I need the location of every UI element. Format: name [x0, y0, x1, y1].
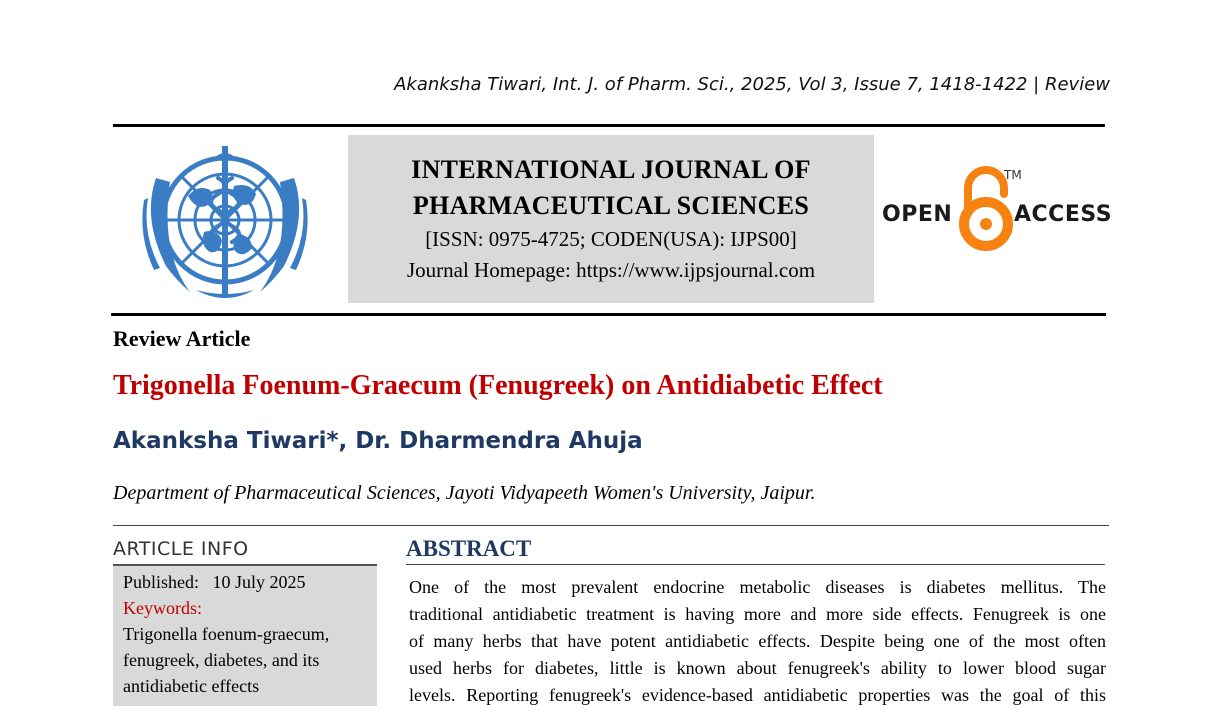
keywords-line: antidiabetic effects	[123, 676, 260, 696]
article-info-heading: ARTICLE INFO	[113, 538, 249, 560]
abstract-heading: ABSTRACT	[406, 536, 532, 561]
abstract-line: of many herbs that have potent antidiabetic effects. Despite being one of the most often	[409, 631, 1106, 651]
top-rule	[113, 124, 1105, 127]
keywords-line: fenugreek, diabetes, and its	[123, 650, 320, 670]
journal-title-line1: INTERNATIONAL JOURNAL OF	[411, 155, 811, 184]
abstract-line: used herbs for diabetes, little is known about fenugreek's ability to lower blood sugar	[409, 658, 1106, 678]
trademark-mark: TM	[1004, 168, 1022, 182]
keywords-line: Trigonella foenum-graecum,	[123, 624, 330, 644]
abstract-line: traditional antidiabetic treatment is having more and more side effects. Fenugreek is one	[409, 604, 1106, 624]
open-access-logo	[880, 166, 1113, 252]
journal-issn: [ISSN: 0975-4725; CODEN(USA): IJPS00]	[425, 227, 797, 251]
published-date: 10 July 2025	[212, 572, 306, 592]
journal-title-line2: PHARMACEUTICAL SCIENCES	[412, 191, 810, 220]
section-divider	[113, 525, 1109, 526]
article-info-box	[113, 566, 377, 706]
masthead-bottom-rule	[111, 313, 1106, 316]
un-emblem-icon	[126, 138, 324, 306]
open-access-right-text: ACCESS	[1014, 202, 1113, 227]
abstract-line: One of the most prevalent endocrine metabolic diseases is diabetes mellitus. The	[409, 577, 1106, 597]
abstract-line: levels. Reporting fenugreek's evidence-based antidiabetic properties was the goal of this	[409, 685, 1106, 705]
journal-masthead	[348, 135, 874, 303]
published-label: Published:	[123, 572, 200, 592]
keywords-label: Keywords:	[123, 598, 202, 618]
paper-authors: Akanksha Tiwari*, Dr. Dharmendra Ahuja	[113, 428, 643, 454]
abstract-rule	[406, 564, 1105, 565]
abstract-body	[409, 574, 1106, 709]
citation-header: Akanksha Tiwari, Int. J. of Pharm. Sci., 2025, Vol 3, Issue 7, 1418-1422 | Review	[394, 74, 1110, 95]
paper-affiliation: Department of Pharmaceutical Sciences, Jayoti Vidyapeeth Women's University, Jaipur.	[113, 482, 816, 504]
paper-title: Trigonella Foenum-Graecum (Fenugreek) on Antidiabetic Effect	[113, 370, 883, 401]
published-row	[123, 569, 367, 595]
article-type: Review Article	[113, 326, 251, 351]
journal-homepage: Journal Homepage: https://www.ijpsjournal.com	[406, 258, 816, 282]
open-access-left-text: OPEN	[882, 202, 953, 227]
